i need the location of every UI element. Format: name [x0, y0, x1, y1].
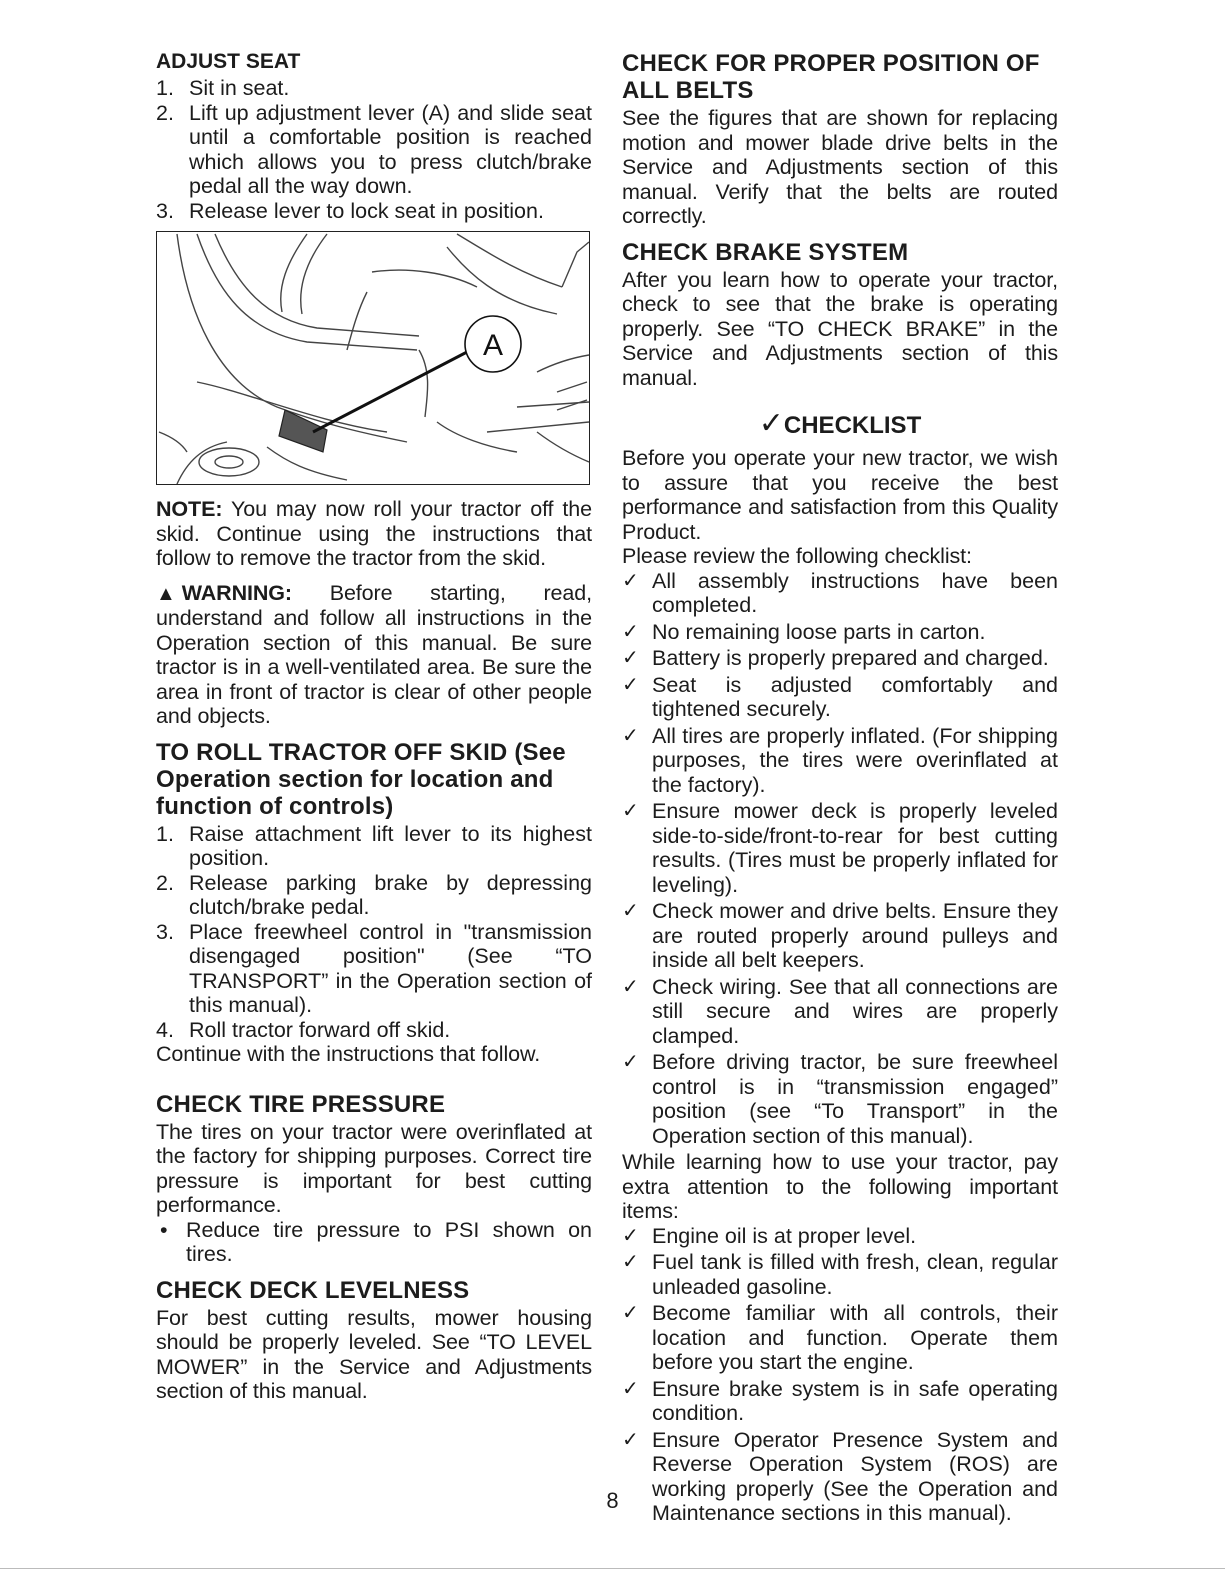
list-item: 3. Release lever to lock seat in position. — [156, 198, 544, 223]
belts-text: See the figures that are shown for replacing motion and mower blade drive belts in the Service and Adjustments section of this manual. Verify that the belts are routed correctly. — [622, 106, 1058, 228]
adjust-seat-steps — [156, 76, 592, 223]
checkmark-icon: ✓ — [622, 1428, 639, 1451]
continue-text: Continue with the instructions that follow. — [156, 1042, 541, 1066]
tire-pressure-bullet: • Reduce tire pressure to PSI shown on tires. — [160, 1217, 592, 1266]
list-item: ✓ Seat is adjusted comfortably and tightened securely. — [622, 672, 1058, 721]
checkmark-icon: ✓ — [622, 900, 639, 922]
seat-illustration — [157, 232, 589, 484]
deck-levelness-heading: CHECK DECK LEVELNESS — [156, 1276, 470, 1304]
checkmark-icon: ✓ — [622, 673, 639, 696]
checkmark-icon: ✓ — [622, 1051, 639, 1073]
checklist-items — [622, 569, 1058, 1149]
checkmark-icon: ✓ — [622, 620, 639, 643]
checklist-review: Please review the following checklist: — [622, 544, 972, 568]
belts-heading: CHECK FOR PROPER POSITION OF ALL BELTS — [622, 50, 1040, 104]
brake-text: After you learn how to operate your tractor, check to see that the brake is operating properly. See “TO CHECK BRAKE” in the Service and Adjustments section of this manual. — [622, 267, 1058, 390]
checkmark-icon: ✓ — [622, 1224, 639, 1247]
deck-levelness-text: For best cutting results, mower housing should be properly leveled. See “TO LEVEL MOWER” in the Service and Adjustments section of this manual. — [156, 1305, 592, 1403]
checklist-heading: ✓CHECKLIST — [758, 407, 922, 440]
warning-triangle-icon: ▲ — [156, 582, 176, 605]
left-column — [156, 50, 592, 1404]
checkmark-icon: ✓ — [622, 569, 639, 592]
list-item: ✓ All assembly instructions have been completed. — [622, 568, 1058, 617]
list-item: ✓ Ensure Operator Presence System and Reverse Operation System (ROS) are working properly (See the Operation and Maintenance sections in this manual). — [622, 1427, 1058, 1525]
list-item: ✓ Before driving tractor, be sure freewheel control is in “transmission engaged” position (see “To Transport” in the Operation section of this manual). — [622, 1050, 1058, 1148]
list-item: ✓ Ensure mower deck is properly leveled side-to-side/front-to-rear for best cutting results. (Tires must be properly inflated for leveling). — [622, 799, 1058, 897]
list-item: ✓ All tires are properly inflated. (For shipping purposes, the tires were overinflated at the factory). — [622, 723, 1058, 797]
adjust-seat-heading: ADJUST SEAT — [156, 50, 301, 73]
checkmark-icon: ✓ — [622, 1377, 639, 1400]
roll-off-steps — [156, 822, 592, 1043]
page-number: 8 — [606, 1488, 619, 1513]
checkmark-icon: ✓ — [622, 647, 639, 669]
checklist-intro: Before you operate your new tractor, we wish to assure that you receive the best performance and satisfaction from this Quality Product. — [622, 446, 1058, 544]
list-item: ✓ Check wiring. See that all connections are still secure and wires are properly clamped. — [622, 974, 1058, 1048]
list-item: ✓ No remaining loose parts in carton. — [622, 619, 986, 644]
while-learning-text: While learning how to use your tractor, pay extra attention to the following important items: — [622, 1150, 1058, 1223]
seat-adjustment-figure — [156, 231, 590, 485]
right-column — [622, 50, 1058, 1528]
bullet-icon: • — [160, 1217, 168, 1242]
important-items — [622, 1224, 1058, 1526]
brake-heading: CHECK BRAKE SYSTEM — [622, 238, 909, 266]
note-paragraph: NOTE: You may now roll your tractor off the skid. Continue using the instructions that follow to remove the tractor from the skid. — [156, 497, 592, 570]
list-item: 2. Lift up adjustment lever (A) and slide seat until a comfortable position is reached which allows you to press clutch/brake pedal all the way down. — [156, 100, 592, 198]
bottom-divider — [0, 1568, 1225, 1569]
list-item: ✓ Battery is properly prepared and charged. — [622, 646, 1049, 670]
warning-paragraph: ▲ WARNING: Before starting, read, understand and follow all instructions in the Operation section of this manual. Be sure tractor is in a well-ventilated area. Be sure the area in front of tractor is clear of other people and objects. — [156, 580, 592, 728]
svg-text:A: A — [482, 329, 504, 362]
checkmark-icon: ✓ — [622, 975, 639, 998]
tire-pressure-text: The tires on your tractor were overinflated at the factory for shipping purposes. Correct tire pressure is important for best cutting performance. — [156, 1119, 592, 1217]
list-item: ✓ Check mower and drive belts. Ensure they are routed properly around pulleys and inside all belt keepers. — [622, 899, 1058, 972]
tire-pressure-heading: CHECK TIRE PRESSURE — [156, 1090, 446, 1118]
checkmark-icon: ✓ — [758, 407, 784, 440]
list-item: 1. Sit in seat. — [156, 76, 290, 100]
checkmark-icon: ✓ — [622, 724, 639, 747]
list-item: 2. Release parking brake by depressing clutch/brake pedal. — [156, 870, 592, 919]
list-item: ✓ Become familiar with all controls, their location and function. Operate them before you start the engine. — [622, 1301, 1058, 1374]
callout-a — [465, 316, 521, 372]
adjustment-lever — [279, 352, 467, 452]
checkmark-icon: ✓ — [622, 1302, 639, 1324]
list-item: 1. Raise attachment lift lever to its highest position. — [156, 821, 592, 870]
list-item: ✓ Fuel tank is filled with fresh, clean, regular unleaded gasoline. — [622, 1250, 1058, 1299]
list-item: ✓ Engine oil is at proper level. — [622, 1223, 917, 1248]
checkmark-icon: ✓ — [622, 1251, 639, 1273]
list-item: ✓ Ensure brake system is in safe operating condition. — [622, 1376, 1058, 1425]
list-item: 4. Roll tractor forward off skid. — [156, 1017, 451, 1042]
list-item: 3. Place freewheel control in "transmission disengaged position" (See “TO TRANSPORT” in the Operation section of this manual). — [156, 919, 592, 1017]
roll-off-heading: TO ROLL TRACTOR OFF SKID (See Operation section for location and function of controls) — [156, 738, 566, 820]
checkmark-icon: ✓ — [622, 800, 639, 822]
